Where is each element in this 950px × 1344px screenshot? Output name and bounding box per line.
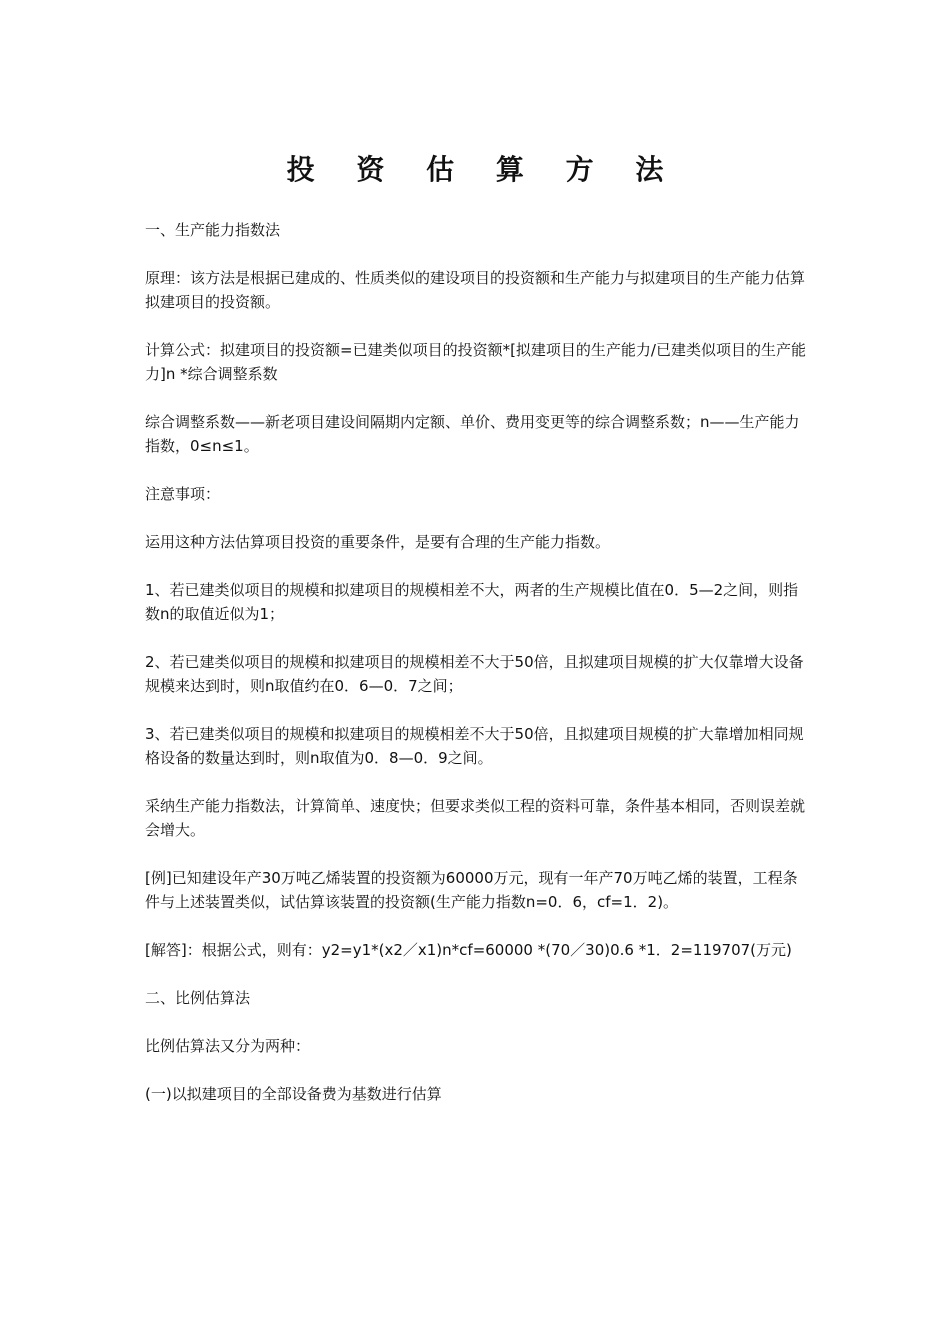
paragraph-ratio-type-1: (一)以拟建项目的全部设备费为基数进行估算: [145, 1085, 442, 1103]
document-body: [145, 218, 810, 1130]
paragraph-condition: 运用这种方法估算项目投资的重要条件，是要有合理的生产能力指数。: [145, 533, 611, 551]
paragraph-ratio-intro: 比例估算法又分为两种：: [145, 1037, 311, 1055]
paragraph-rule-2: 2、若已建类似项目的规模和拟建项目的规模相差不大于50倍，且拟建项目规模的扩大仅靠增大设备规模来达到时，则n取值约在0．6—0．7之间；: [145, 653, 804, 695]
paragraph-notes-heading: 注意事项：: [145, 485, 221, 503]
paragraph-principle: 原理：该方法是根据已建成的、性质类似的建设项目的投资额和生产能力与拟建项目的生产能力估算拟建项目的投资额。: [145, 269, 806, 311]
paragraph-rule-3: 3、若已建类似项目的规模和拟建项目的规模相差不大于50倍，且拟建项目规模的扩大靠增加相同规格设备的数量达到时，则n取值为0．8—0．9之间。: [145, 725, 804, 767]
paragraph-coefficient: 综合调整系数——新老项目建设间隔期内定额、单价、费用变更等的综合调整系数；n——生产能力指数，0≤n≤1。: [145, 413, 800, 455]
section-heading-2: 二、比例估算法: [145, 989, 251, 1007]
paragraph-formula: 计算公式：拟建项目的投资额=已建类似项目的投资额*[拟建项目的生产能力/已建类似项目的生产能力]n *综合调整系数: [145, 341, 806, 383]
section-heading-1: 一、生产能力指数法: [145, 221, 281, 239]
paragraph-summary: 采纳生产能力指数法，计算简单、速度快；但要求类似工程的资料可靠，条件基本相同，否则误差就会增大。: [145, 797, 806, 839]
paragraph-rule-1: 1、若已建类似项目的规模和拟建项目的规模相差不大，两者的生产规模比值在0．5—2之间，则指数n的取值近似为1；: [145, 581, 799, 623]
paragraph-answer: [解答]：根据公式，则有：y2=y1*(x2／x1)n*cf=60000 *(70／30)0.6 *1．2=119707(万元): [145, 941, 792, 959]
document-title: 投 资 估 算 方 法: [286, 153, 680, 186]
paragraph-example: [例]已知建设年产30万吨乙烯装置的投资额为60000万元，现有一年产70万吨乙烯的装置，工程条件与上述装置类似，试估算该装置的投资额(生产能力指数n=0．6，cf=1．2)。: [145, 869, 798, 911]
